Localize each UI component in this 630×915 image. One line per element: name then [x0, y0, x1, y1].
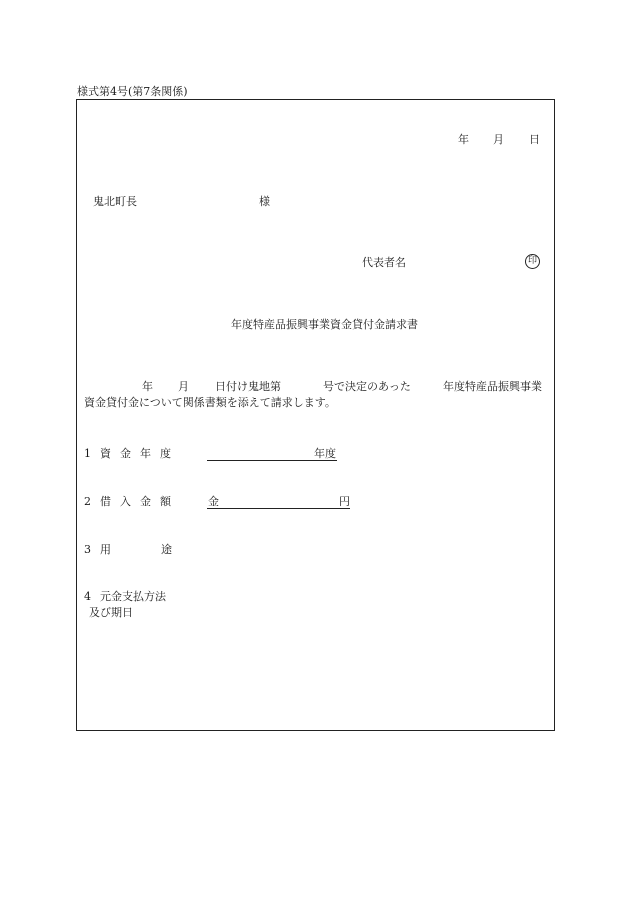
addressee-honorific: 様 — [259, 195, 270, 208]
item-4-label-line2: 及び期日 — [89, 606, 133, 619]
body-project: 年度特産品振興事業 — [443, 380, 542, 393]
item-1-number: 1 — [84, 447, 91, 460]
item-2-label: 借入金額 — [100, 495, 180, 508]
document-title: 年度特産品振興事業資金貸付金請求書 — [231, 318, 418, 331]
body-month: 月 — [178, 380, 189, 393]
addressee-name: 鬼北町長 — [93, 195, 137, 208]
body-dated: 日付け鬼地第 — [215, 380, 281, 393]
item-4-label: 元金支払方法 — [100, 590, 166, 603]
item-3-number: 3 — [84, 543, 91, 556]
item-2-number: 2 — [84, 495, 91, 508]
seal-icon: 印 — [525, 254, 540, 269]
body-line2: 資金貸付金について関係書類を添えて請求します。 — [84, 396, 336, 409]
form-box — [76, 99, 555, 731]
item-4-number: 4 — [84, 590, 91, 603]
form-label: 様式第4号(第7条関係) — [77, 85, 188, 98]
date-day: 日 — [529, 133, 540, 146]
representative-label: 代表者名 — [362, 256, 406, 269]
item-2-suffix: 円 — [339, 495, 350, 508]
item-1-underline — [207, 460, 337, 461]
body-year: 年 — [142, 380, 153, 393]
item-1-label: 資金年度 — [100, 447, 180, 460]
date-month: 月 — [493, 133, 504, 146]
item-1-suffix: 年度 — [314, 447, 336, 460]
item-2-prefix: 金 — [208, 495, 219, 508]
body-decided: 号で決定のあった — [323, 380, 411, 393]
item-2-underline — [207, 508, 350, 509]
item-3-label: 用途 — [100, 543, 222, 556]
date-year: 年 — [458, 133, 469, 146]
